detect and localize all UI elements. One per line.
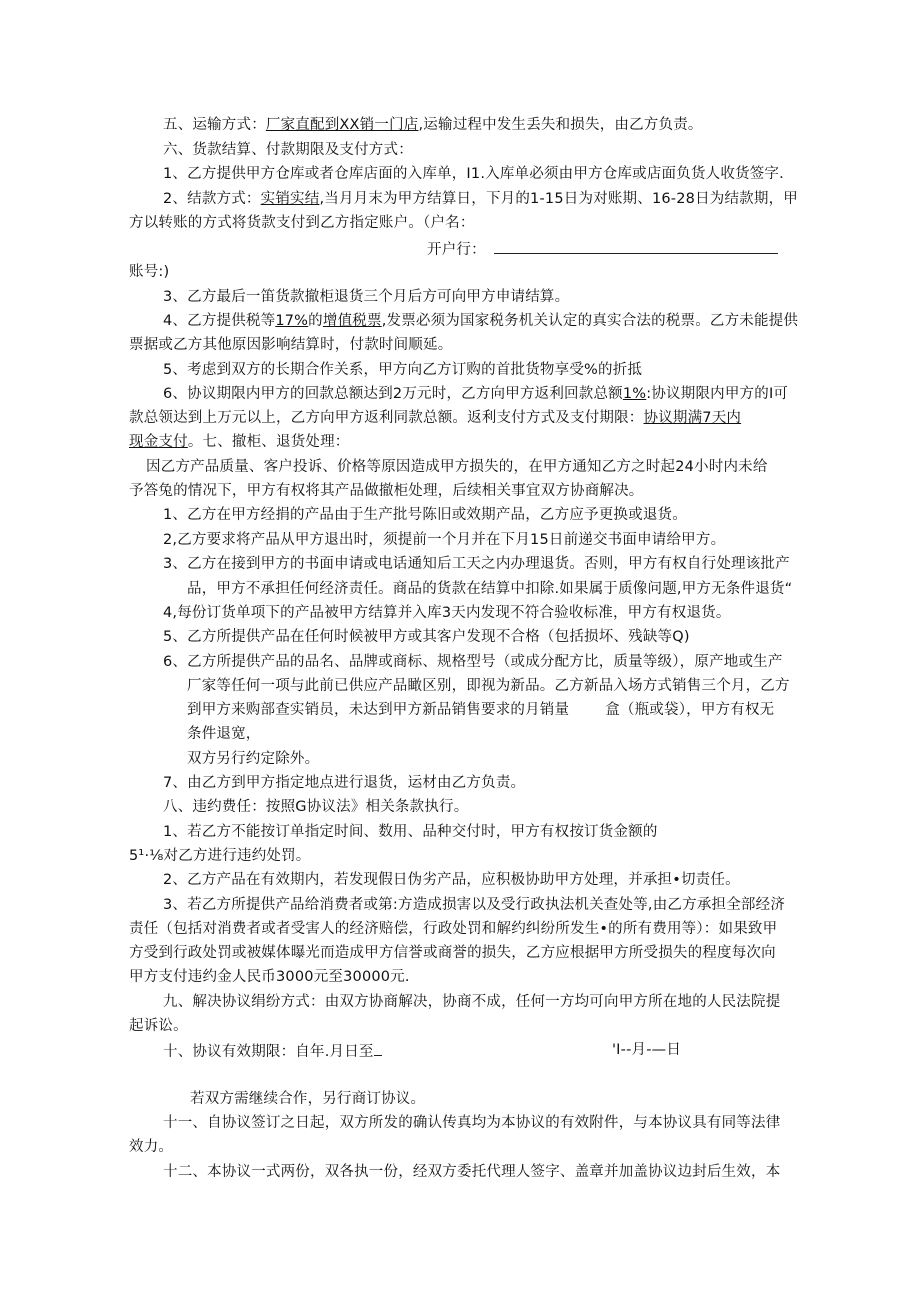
- clause-6-2-cont: 方以转账的方式将货款支付到乙方指定账户。（户名：: [129, 215, 475, 231]
- clause-6-3: 3、乙方最后一笛货款撤柜退货三个月后方可向甲方申请结算。: [163, 289, 570, 305]
- clause-8-2: 2、乙方产品在有效期内，若发现假日伪劣产品，应积极协助甲方处理，并承担•切责任。: [163, 872, 740, 888]
- underlined-text: 厂家直配到XX销一门店: [265, 117, 419, 133]
- clause-7-6: 6、乙方所提供产品的品名、品牌或商标、规格型号（或成分配方比，质量等级），原产地或生产: [163, 654, 783, 670]
- clause-7-3-cont: 品，甲方不承担任何经济责任。商品的货款在结算中扣除.如果属于质像问题,甲方无条件退货“: [187, 581, 793, 597]
- clause-7-6-cont-2: [187, 700, 774, 720]
- clause-8-3-cont-1: 责任（包括对消费者或者受害人的经济赔偿，行政处罚和解约纠纷所发生•的所有费用等）：如果致甲: [129, 921, 778, 937]
- underlined-text: 增值税票: [322, 313, 382, 329]
- clause-6-2: [163, 189, 798, 209]
- clause-12: 十二、本协议一式两份，双各执一份，经双方委托代理人签字、盖章并加盖协议边封后生效，本: [163, 1164, 781, 1180]
- clause-8-heading: 八、违约费任：按照G协议法》相关条款执行。: [163, 799, 469, 815]
- text-segment: :协议期限内甲方的I可: [646, 386, 789, 402]
- clause-10: [163, 1040, 382, 1062]
- clause-7-intro-cont: 予答兔的情况下，甲方有权将其产品做撤柜处理，后续相关事宜双方协商解决。: [129, 483, 644, 499]
- clause-7-6-cont-1: 厂家等任何一项与此前已供应产品瞰区别，即视为新品。乙方新品入场方式销售三个月，乙方: [187, 678, 790, 694]
- clause-10-cont: 若双方需继续合作，另行商订协议。: [190, 1091, 426, 1107]
- clause-7-6-cont-4: 双方另行约定除外。: [187, 751, 320, 767]
- clause-8-3: 3、若乙方所提供产品给消费者或第:方造成损害以及受行政执法机关查处等,由乙方承担全部经济: [163, 897, 786, 913]
- clause-11-cont: 效力。: [129, 1139, 174, 1155]
- text-segment: 的: [308, 313, 323, 329]
- clause-7-4: 4,每份订货单项下的产品被甲方结算并入库3天内发现不符合验收标准，甲方有权退货。: [163, 605, 731, 621]
- clause-6-6-cont: [129, 408, 741, 428]
- text-segment: ,运输过程中发生丢失和损失，由乙方负责。: [418, 117, 703, 133]
- clause-8-3-cont-2: 方受到行政处罚或被媒体曝光而造成甲方信誉或商誉的损失，乙方应根据甲方所受损失的程度每次向: [129, 945, 776, 961]
- clause-6-5: 5、考虑到双方的长期合作关系，甲方向乙方订购的首批货物享受%的折抵: [163, 362, 643, 378]
- clause-6-1: 1、乙方提供甲方仓库或者仓库店面的入库单，I1.入库单必须由甲方仓库或店面负货人收货签字.: [163, 166, 784, 182]
- clause-6-heading: 六、货款结算、付款期限及支付方式：: [163, 142, 413, 158]
- clause-7-5: 5、乙方所提供产品在任何时候被甲方或其客户发现不合格（包括损坏、残缺等Q): [163, 629, 690, 645]
- clause-5-transport: [163, 115, 703, 135]
- clause-6-4: [163, 311, 798, 331]
- text-segment: 6、协议期限内甲方的回款总额达到2万元时，乙方向甲方返利回款总额: [163, 386, 623, 402]
- clause-8-1: 1、若乙方不能按订单指定时间、数用、品种交付时，甲方有权按订货金额的: [163, 824, 658, 840]
- clause-6-4-cont: 票据或乙方其他原因影响结算时，付款时间顺延。: [129, 337, 453, 353]
- bank-line: [427, 238, 778, 260]
- underlined-text: 协议期满7天内: [643, 410, 742, 426]
- clause-8-3-cont-3: 甲方支付违约金人民币3000元至30000元.: [129, 969, 410, 985]
- clause-9: 九、解决协议绢纷方式：由双方协商解决，协商不成，任何一方均可向甲方所在地的人民法院提: [163, 994, 781, 1010]
- account-line: 账号:): [129, 264, 170, 280]
- text-segment: 十、协议有效期限：自年.月日至: [163, 1044, 374, 1060]
- text-segment: 五、运输方式：: [163, 117, 266, 133]
- clause-11: 十一、自协议签订之日起，双方所发的确认传真均为本协议的有效附件，与本协议具有同等法律: [163, 1115, 781, 1131]
- bank-blank: [494, 238, 778, 254]
- underlined-text: 现金支付: [129, 434, 188, 450]
- text-segment: 4、乙方提供税等: [163, 313, 276, 329]
- text-segment: 到甲方来购部查实销员，未达到甲方新品销售要求的月销量: [187, 702, 570, 718]
- clause-7-3: 3、乙方在接到甲方的书面申请或电话通知后工天之内办理退货。否则，甲方有权自行处理该批产: [163, 556, 790, 572]
- text-segment: ,发票必须为国家税务机关认定的真实合法的税票。乙方未能提供: [381, 313, 799, 329]
- clause-7-intro: 因乙方产品质量、客户投诉、价格等原因造成甲方损失的，在甲方通知乙方之时起24小时内未给: [146, 459, 768, 475]
- bank-label: 开户行：: [427, 242, 486, 258]
- text-segment: 盒（瓶或袋），甲方有权无: [605, 702, 775, 718]
- text-segment: 2、结款方式：: [163, 191, 261, 207]
- clause-9-cont: 起诉讼。: [129, 1018, 188, 1034]
- text-segment: 。七、撤柜、退货处理：: [187, 434, 350, 450]
- date-blank: [374, 1040, 382, 1056]
- text-segment: 款总领达到上万元以上，乙方向甲方返利同款总额。返利支付方式及支付期限：: [129, 410, 644, 426]
- text-segment: ,当月月末为甲方结算日，下月的1-15日为对账期、16-28日为结款期，甲: [319, 191, 798, 207]
- clause-7-7: 7、由乙方到甲方指定地点进行退货，运材由乙方负责。: [163, 775, 526, 791]
- clause-8-1-cont: 5¹·⅛对乙方进行违约处罚。: [129, 848, 311, 864]
- clause-10-date-end: 'I--月-—日: [612, 1042, 682, 1058]
- clause-6-6: [163, 384, 788, 404]
- underlined-text: 17%: [275, 313, 309, 329]
- clause-7-6-cont-3: 条件退宽，: [187, 726, 261, 742]
- underlined-text: 实销实结: [260, 191, 320, 207]
- clause-7-heading: [129, 432, 350, 452]
- clause-7-2: 2,乙方要求将产品从甲方退出时，须提前一个月并在下月15日前递交书面申请给甲方。: [163, 532, 726, 548]
- clause-7-1: 1、乙方在甲方经捐的产品由于生产批号陈旧或效期产品，乙方应予更换或退货。: [163, 507, 687, 523]
- underlined-text: 1%: [622, 386, 647, 402]
